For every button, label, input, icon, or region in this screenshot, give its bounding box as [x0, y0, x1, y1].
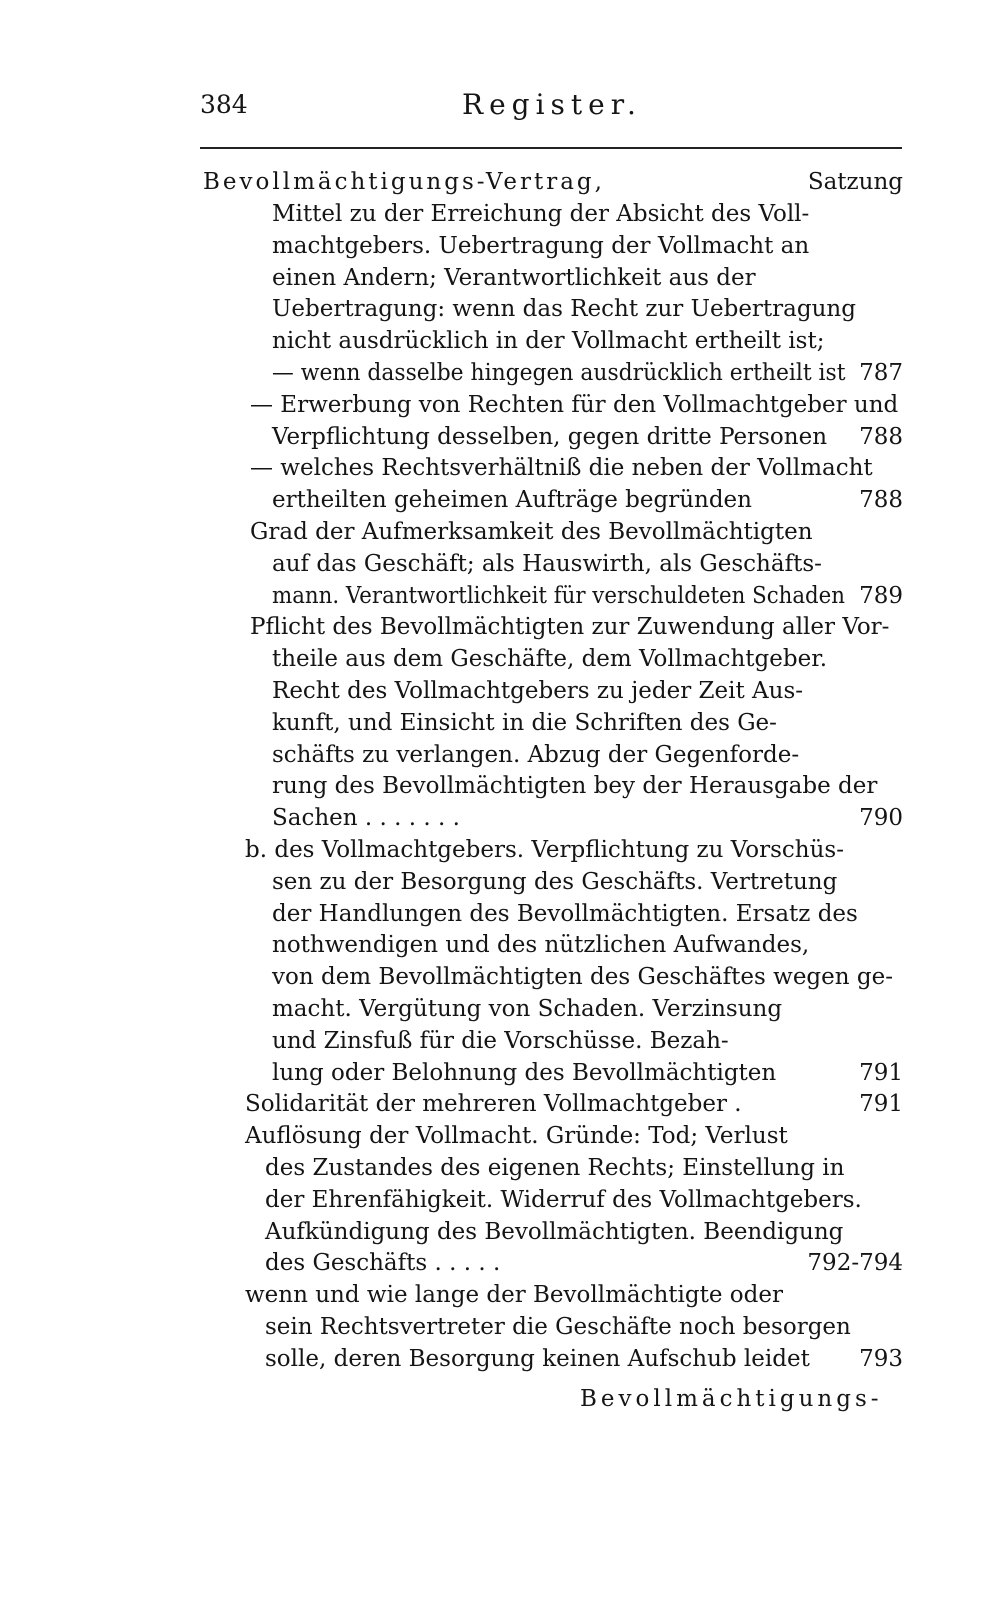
- entry-line-text: kunft, und Einsicht in die Schriften des Ge-: [272, 710, 777, 736]
- entry-line: [265, 1216, 903, 1248]
- entry-line: [245, 1120, 903, 1152]
- entry-line: [272, 230, 903, 262]
- entry-line: [272, 1025, 903, 1057]
- entry-line: [272, 770, 903, 802]
- entry-line-text: machtgebers. Uebertragung der Vollmacht an: [272, 233, 810, 259]
- entry-line: [272, 675, 903, 707]
- page-number: 384: [200, 90, 248, 119]
- entry-line-text: mann. Verantwortlichkeit für verschuldeten Schaden: [272, 583, 846, 609]
- catchword: Bevollmächtigungs-: [580, 1386, 883, 1412]
- entry-line-text: einen Andern; Verantwortlichkeit aus der: [272, 265, 756, 291]
- page-reference: 788: [859, 424, 903, 450]
- entry-line-text: auf das Geschäft; als Hauswirth, als Geschäfts-: [272, 551, 822, 577]
- entry-line: [272, 484, 903, 516]
- entry-line-text: nothwendigen und des nützlichen Aufwandes,: [272, 932, 810, 958]
- entry-line: [272, 898, 903, 930]
- entry-line-text: lung oder Belohnung des Bevollmächtigten: [272, 1060, 777, 1086]
- running-head: Register.: [462, 88, 642, 121]
- entry-line-text: macht. Vergütung von Schaden. Verzinsung: [272, 996, 783, 1022]
- entry-line-text: — wenn dasselbe hingegen ausdrücklich ertheilt ist: [272, 360, 846, 386]
- entry-line-text: b. des Vollmachtgebers. Verpflichtung zu Vorschüs-: [245, 837, 844, 863]
- entry-line: [272, 739, 903, 771]
- entry-line: [250, 389, 903, 421]
- entry-line-text: Sachen . . . . . . .: [272, 805, 460, 831]
- page-reference: 787: [859, 360, 903, 386]
- entry-line-text: ertheilten geheimen Aufträge begründen: [272, 487, 752, 513]
- entry-line-text: schäfts zu verlangen. Abzug der Gegenforde-: [272, 742, 800, 768]
- entry-line-text: und Zinsfuß für die Vorschüsse. Bezah-: [272, 1028, 729, 1054]
- entry-line: [272, 929, 903, 961]
- entry-line: [272, 198, 903, 230]
- entry-line-text: theile aus dem Geschäfte, dem Vollmachtgeber.: [272, 646, 827, 672]
- page-reference: 789: [859, 583, 903, 609]
- entry-line: [272, 357, 903, 389]
- entry-line: [265, 1311, 903, 1343]
- entry-line: [272, 707, 903, 739]
- entry-line: [245, 1279, 903, 1311]
- entry-line-text: der Ehrenfähigkeit. Widerruf des Vollmachtgebers.: [265, 1187, 862, 1213]
- entry-line-text: von dem Bevollmächtigten des Geschäftes wegen ge-: [272, 964, 893, 990]
- entry-line: [250, 452, 903, 484]
- entry-line: [272, 961, 903, 993]
- entry-line: [272, 293, 903, 325]
- entry-heading-line: [203, 166, 903, 198]
- entry-line: [272, 325, 903, 357]
- entry-line-text: Solidarität der mehreren Vollmachtgeber .: [245, 1091, 742, 1117]
- page-header: [200, 88, 900, 128]
- entry-line: [265, 1184, 903, 1216]
- entry-line: [272, 802, 903, 834]
- entry-line: [272, 421, 903, 453]
- entry-line-text: nicht ausdrücklich in der Vollmacht ertheilt ist;: [272, 328, 825, 354]
- entry-heading: Bevollmächtigungs-Vertrag,: [203, 169, 605, 195]
- entry-line: [265, 1247, 903, 1279]
- entry-line: [245, 834, 903, 866]
- entry-line-text: Mittel zu der Erreichung der Absicht des Voll-: [272, 201, 810, 227]
- entry-line: [250, 611, 903, 643]
- entry-line: [250, 516, 903, 548]
- entry-line-text: — welches Rechtsverhältniß die neben der Vollmacht: [250, 455, 873, 481]
- entry-line: [272, 643, 903, 675]
- page-reference: 790: [859, 805, 903, 831]
- entry-line-text: des Zustandes des eigenen Rechts; Einstellung in: [265, 1155, 845, 1181]
- entry-line: [272, 262, 903, 294]
- entry-line-text: des Geschäfts . . . . .: [265, 1250, 501, 1276]
- entry-line: [265, 1152, 903, 1184]
- entry-heading-note: Satzung: [807, 169, 903, 195]
- entry-line-text: Aufkündigung des Bevollmächtigten. Beendigung: [265, 1219, 844, 1245]
- entry-line-text: Auflösung der Vollmacht. Gründe: Tod; Verlust: [245, 1123, 788, 1149]
- entry-line-text: solle, deren Besorgung keinen Aufschub leidet: [265, 1346, 810, 1372]
- entry-line: [272, 993, 903, 1025]
- entry-line-text: — Erwerbung von Rechten für den Vollmachtgeber und: [250, 392, 899, 418]
- entry-line: [245, 1088, 903, 1120]
- entry-line: [265, 1343, 903, 1375]
- page-reference: 791: [859, 1091, 903, 1117]
- entry-line-text: wenn und wie lange der Bevollmächtigte oder: [245, 1282, 783, 1308]
- entry-line-text: sein Rechtsvertreter die Geschäfte noch besorgen: [265, 1314, 851, 1340]
- entry-line: [272, 580, 903, 612]
- entry-line-text: rung des Bevollmächtigten bey der Herausgabe der: [272, 773, 878, 799]
- entry-line-text: Grad der Aufmerksamkeit des Bevollmächtigten: [250, 519, 813, 545]
- entry-line-text: sen zu der Besorgung des Geschäfts. Vertretung: [272, 869, 838, 895]
- entry-line-text: der Handlungen des Bevollmächtigten. Ersatz des: [272, 901, 858, 927]
- page-reference: 792-794: [807, 1250, 903, 1276]
- entry-line-text: Recht des Vollmachtgebers zu jeder Zeit Aus-: [272, 678, 804, 704]
- entry-line-text: Verpflichtung desselben, gegen dritte Personen: [272, 424, 828, 450]
- entry-line: [272, 1057, 903, 1089]
- entry-line: [272, 548, 903, 580]
- entry-line-text: Pflicht des Bevollmächtigten zur Zuwendung aller Vor-: [250, 614, 890, 640]
- header-rule: [200, 147, 902, 149]
- entry-line: [272, 866, 903, 898]
- page-reference: 791: [859, 1060, 903, 1086]
- entry-line-text: Uebertragung: wenn das Recht zur Uebertragung: [272, 296, 856, 322]
- page-reference: 788: [859, 487, 903, 513]
- page-reference: 793: [859, 1346, 903, 1372]
